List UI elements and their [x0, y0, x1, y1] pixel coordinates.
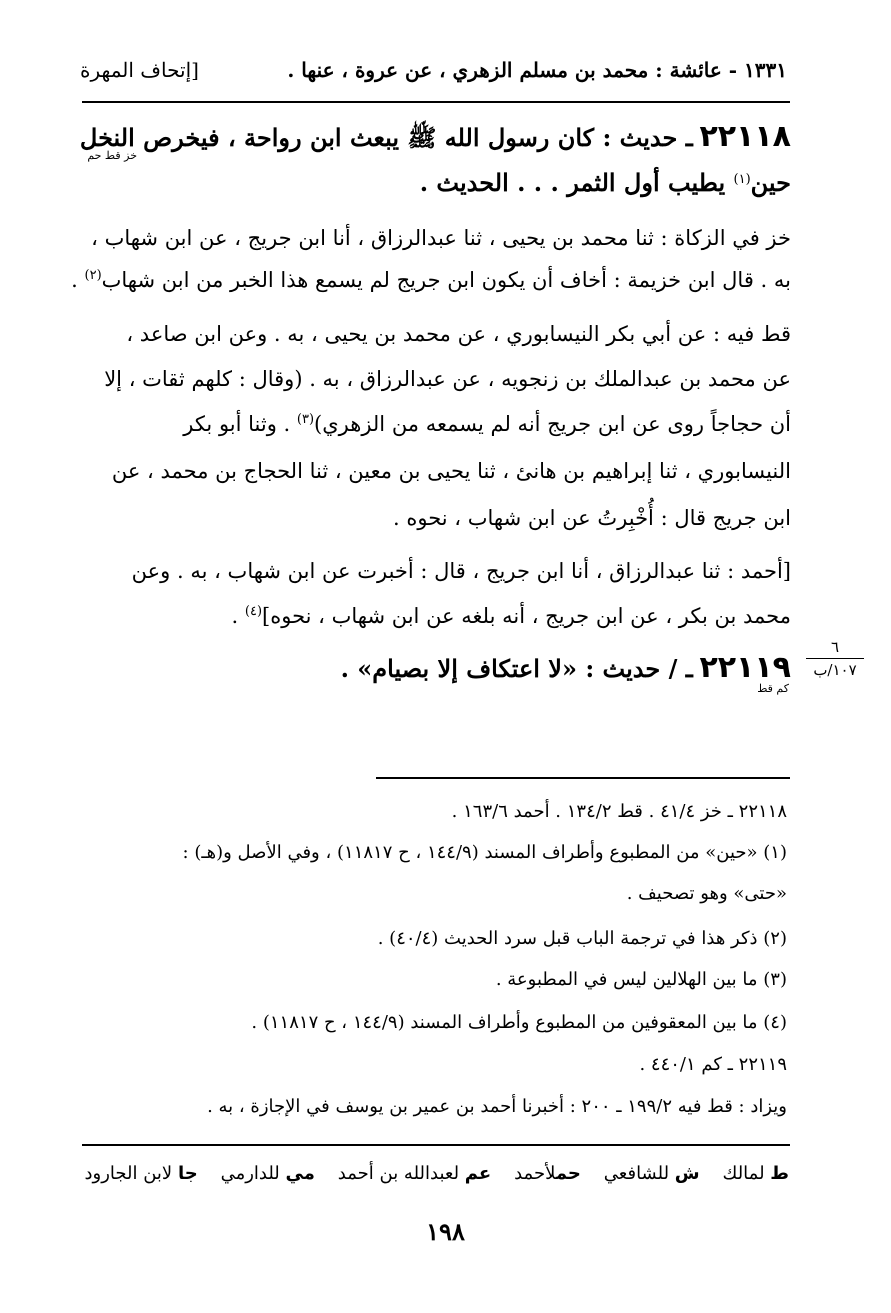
footnote-separator [376, 777, 790, 779]
header-rule [82, 101, 790, 103]
paragraph-ahmad-line2 [81, 604, 791, 628]
legend-item [604, 1163, 700, 1184]
paragraph-qt-line3 [81, 412, 791, 436]
paragraph-khz-line2 [71, 268, 791, 292]
hadith-text: يطيب أول الثمر . . . الحديث . [419, 168, 734, 197]
text-run: به . قال ابن خزيمة : أخاف أن يكون ابن جريج لم يسمع هذا الخبر من ابن شهاب [101, 268, 791, 292]
legend-name: لعبدالله بن أحمد [337, 1163, 460, 1184]
text-run: محمد بن بكر ، عن ابن جريج ، أنه بلغه عن ابن شهاب ، نحوه] [262, 604, 791, 628]
text-run: أن حجاجاً روى عن ابن جريج أنه لم يسمعه من الزهري) [314, 412, 791, 436]
hadith-text: ـ / حديث : «لا اعتكاف إلا بصيام» . [340, 654, 693, 683]
abbreviation-legend [85, 1163, 790, 1184]
legend-item [338, 1163, 491, 1184]
paragraph-qt-line2: عن محمد بن عبدالملك بن زنجويه ، عن عبدالرزاق ، به . (وقال : كلهم ثقات ، إلا [104, 367, 791, 391]
legend-abbr: حم [555, 1163, 581, 1184]
text-run: . [71, 268, 85, 292]
footnote-marker: (٤) [244, 604, 263, 619]
footnote-4: (٤) ما بين المعقوفين من المطبوع وأطراف المسند (١٤٤/٩ ، ح ١١٨١٧) . [251, 1012, 787, 1033]
text-run: . وثنا أبو بكر [183, 412, 297, 436]
paragraph-khz-line1: خز في الزكاة : ثنا محمد بن يحيى ، ثنا عبدالرزاق ، أنا ابن جريج ، عن ابن شهاب ، [91, 226, 791, 250]
footnote-3: (٣) ما بين الهلالين ليس في المطبوعة . [495, 969, 787, 990]
legend-name: للشافعي [603, 1163, 670, 1184]
legend-name: لابن الجارود [84, 1163, 173, 1184]
legend-item [221, 1163, 315, 1184]
footnote-additions: ويزاد : قط فيه ١٩٩/٢ ـ ٢٠٠ : أخبرنا أحمد بن عمير بن يوسف في الإجازة ، به . [207, 1096, 787, 1117]
hadith-sources: خز قط حم [87, 149, 137, 162]
margin-folio-top: ٦ [830, 638, 840, 656]
legend-item [85, 1163, 198, 1184]
paragraph-qt-line4: النيسابوري ، ثنا إبراهيم بن هانئ ، ثنا يحيى بن معين ، ثنا الحجاج بن محمد ، عن [111, 459, 791, 483]
running-header-title: ١٣٣١ - عائشة : محمد بن مسلم الزهري ، عن عروة ، عنها . [287, 58, 787, 82]
legend-abbr: مي [285, 1163, 315, 1184]
paragraph-qt-line5: ابن جريج قال : أُخْبِرتُ عن ابن شهاب ، نحوه . [393, 506, 791, 530]
legend-abbr: جا [177, 1163, 198, 1184]
legend-abbr: ش [674, 1163, 700, 1184]
legend-item [514, 1163, 581, 1184]
hadith-entry-22119 [81, 650, 791, 685]
legend-name: لمالك [722, 1163, 765, 1184]
footnote-1-line1: (١) «حين» من المطبوع وأطراف المسند (١٤٤/٩ ، ح ١١٨١٧) ، وفي الأصل و(هـ) : [182, 842, 787, 863]
legend-item [723, 1163, 789, 1184]
legend-name: لأحمد [514, 1163, 556, 1184]
paragraph-qt-line1: قط فيه : عن أبي بكر النيسابوري ، عن محمد بن يحيى ، به . وعن ابن صاعد ، [126, 322, 791, 346]
hadith-text: ـ حديث : كان رسول الله ﷺ يبعث ابن رواحة ، فيخرص النخل [79, 123, 693, 152]
hadith-entry-22118-line2 [81, 168, 791, 197]
margin-folio-note [800, 638, 870, 679]
legend-rule [82, 1144, 790, 1146]
footnote-marker: (٣) [296, 412, 315, 427]
footnote-sources-22119: ٢٢١١٩ ـ كم ٤٤٠/١ . [639, 1054, 787, 1075]
footnote-2: (٢) ذكر هذا في ترجمة الباب قبل سرد الحديث (٤٠/٤) . [377, 928, 787, 949]
paragraph-ahmad-line1: [أحمد : ثنا عبدالرزاق ، أنا ابن جريج ، قال : أخبرت عن ابن شهاب ، به . وعن [131, 559, 791, 583]
hadith-entry-22118-line1 [81, 119, 791, 158]
page-number: ١٩٨ [426, 1217, 465, 1246]
text-run: . [231, 604, 245, 628]
legend-abbr: عم [464, 1163, 492, 1184]
legend-name: للدارمي [220, 1163, 280, 1184]
margin-folio-bottom: ١٠٧/ب [813, 661, 857, 679]
hadith-sources: كم قط [757, 682, 789, 695]
footnote-marker: (٢) [84, 268, 102, 283]
hadith-number: ٢٢١١٨ [699, 119, 791, 154]
legend-abbr: ط [770, 1163, 789, 1184]
hadith-text: حين [750, 168, 791, 197]
footnote-marker: (١) [733, 172, 751, 187]
hadith-number: ٢٢١١٩ [699, 650, 791, 685]
margin-folio-rule [806, 658, 864, 659]
running-header-book: [إتحاف المهرة [80, 58, 199, 82]
footnote-sources-22118: ٢٢١١٨ ـ خز ٤١/٤ . قط ١٣٤/٢ . أحمد ١٦٣/٦ . [451, 801, 787, 822]
footnote-1-line2: «حتى» وهو تصحيف . [626, 883, 787, 904]
